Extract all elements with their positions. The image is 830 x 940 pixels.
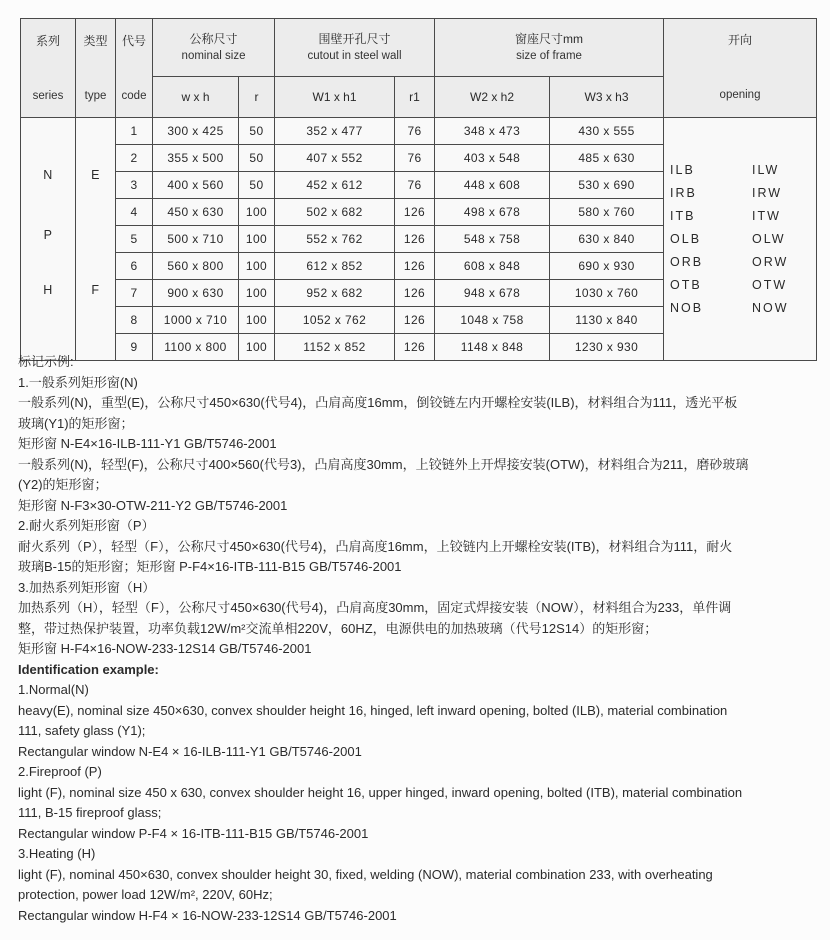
spec-table — [20, 18, 817, 361]
cell-r1: 126 — [395, 307, 435, 334]
notes-section — [18, 352, 822, 926]
subheader-w1h1: W1 x h1 — [275, 77, 395, 118]
series-value-p: P — [43, 228, 53, 242]
cell-w1h1: 502 x 682 — [275, 199, 395, 226]
cell-code: 8 — [116, 307, 153, 334]
note-line: Rectangular window N-E4 × 16-ILB-111-Y1 GB/T5746-2001 — [18, 743, 362, 759]
type-cell — [76, 118, 116, 361]
opening-code: ORB — [670, 254, 704, 269]
subheader-r: r — [239, 77, 275, 118]
cell-wxh: 1000 x 710 — [153, 307, 239, 334]
cell-r1: 76 — [395, 172, 435, 199]
frame-header-en: size of frame — [516, 50, 582, 62]
opening-code: ILW — [752, 162, 780, 177]
cell-code: 2 — [116, 145, 153, 172]
note-line: 1.一般系列矩形窗(N) — [18, 374, 138, 390]
cell-w3h3: 530 x 690 — [550, 172, 664, 199]
note-line: protection, power load 12W/m², 220V, 60Hz; — [18, 887, 273, 902]
opening-code: ITW — [752, 208, 781, 223]
cell-code: 6 — [116, 253, 153, 280]
cell-code: 4 — [116, 199, 153, 226]
note-line: 2.耐火系列矩形窗（P） — [18, 518, 155, 533]
col-header-series — [21, 19, 76, 118]
note-line: heavy(E), nominal size 450×630, convex shoulder height 16, hinged, left inward opening, bolted (ILB), material combination — [18, 702, 728, 718]
code-header-zh: 代号 — [121, 34, 146, 48]
cell-w3h3: 1130 x 840 — [550, 307, 664, 334]
note-line: 1.Normal(N) — [18, 682, 89, 697]
cell-wxh: 355 x 500 — [153, 145, 239, 172]
opening-cell — [664, 118, 817, 361]
opening-code: IRB — [670, 185, 697, 200]
note-line: 加热系列（H），轻型（F），公称尺寸450×630(代号4)，凸肩高度30mm，固定式焊接安装（NOW），材料组合为233，单件调 — [18, 600, 732, 615]
note-line: 玻璃(Y1)的矩形窗； — [18, 415, 134, 431]
opening-code: ORW — [752, 254, 789, 269]
opening-code: OTB — [670, 277, 702, 292]
opening-code: ILB — [670, 162, 695, 177]
cell-w3h3: 485 x 630 — [550, 145, 664, 172]
cell-w3h3: 630 x 840 — [550, 226, 664, 253]
note-line: 矩形窗 N-F3×30-OTW-211-Y2 GB/T5746-2001 — [18, 497, 288, 513]
cell-w1h1: 552 x 762 — [275, 226, 395, 253]
cell-w2h2: 403 x 548 — [435, 145, 550, 172]
opening-code: NOB — [670, 300, 704, 315]
col-header-opening — [664, 19, 817, 118]
opening-codes-row — [664, 251, 816, 274]
opening-code: OTW — [752, 277, 788, 292]
nominal-header-en: nominal size — [181, 50, 246, 62]
cell-w1h1: 352 x 477 — [275, 118, 395, 145]
note-line: 矩形窗 H-F4×16-NOW-233-12S14 GB/T5746-2001 — [18, 641, 312, 656]
cell-r: 100 — [239, 334, 275, 361]
cell-r: 100 — [239, 280, 275, 307]
cell-w2h2: 498 x 678 — [435, 199, 550, 226]
opening-code: OLB — [670, 231, 702, 246]
frame-header-zh: 窗座尺寸mm — [515, 31, 584, 46]
cell-w1h1: 452 x 612 — [275, 172, 395, 199]
opening-header-zh: 开向 — [728, 33, 753, 47]
cell-r1: 126 — [395, 199, 435, 226]
nominal-header-zh: 公称尺寸 — [189, 31, 238, 46]
table-row — [21, 118, 817, 145]
note-line: 111, B-15 fireproof glass; — [18, 805, 162, 820]
opening-header-en: opening — [719, 89, 761, 101]
cell-w1h1: 1152 x 852 — [275, 334, 395, 361]
opening-codes-row — [664, 159, 816, 182]
opening-codes-row — [664, 228, 816, 251]
subheader-w2h2: W2 x h2 — [435, 77, 550, 118]
note-line: 整，带过热保护装置，功率负载12W/m²交流单相220V，60HZ，电源供电的加热玻璃（代号12S14）的矩形窗； — [18, 620, 658, 636]
cell-w3h3: 1230 x 930 — [550, 334, 664, 361]
cell-r: 100 — [239, 226, 275, 253]
cell-r: 50 — [239, 118, 275, 145]
note-line: 耐火系列（P），轻型（F），公称尺寸450×630(代号4)，凸肩高度16mm，上铰链内上开螺栓安装(ITB)，材料组合为111，耐火 — [18, 538, 733, 554]
col-header-code — [116, 19, 153, 118]
cell-code: 9 — [116, 334, 153, 361]
series-value-n: N — [43, 168, 53, 182]
cell-r1: 126 — [395, 226, 435, 253]
opening-code: IRW — [752, 185, 783, 200]
cell-w3h3: 1030 x 760 — [550, 280, 664, 307]
note-line: light (F), nominal 450×630, convex shoulder height 30, fixed, welding (NOW), material combination 233, with overheating — [18, 866, 713, 882]
col-header-type — [76, 19, 116, 118]
series-header-en: series — [32, 90, 64, 102]
opening-code: OLW — [752, 231, 786, 246]
cell-w3h3: 690 x 930 — [550, 253, 664, 280]
opening-codes-row — [664, 205, 816, 228]
cell-w2h2: 1048 x 758 — [435, 307, 550, 334]
cutout-header-en: cutout in steel wall — [307, 50, 402, 62]
cell-w3h3: 430 x 555 — [550, 118, 664, 145]
cell-w2h2: 348 x 473 — [435, 118, 550, 145]
type-header-zh: 类型 — [83, 34, 108, 48]
opening-codes-row — [664, 182, 816, 205]
cell-w2h2: 548 x 758 — [435, 226, 550, 253]
cell-r: 100 — [239, 199, 275, 226]
cell-r: 50 — [239, 172, 275, 199]
cell-code: 7 — [116, 280, 153, 307]
subheader-wxh: w x h — [153, 77, 239, 118]
cell-w1h1: 407 x 552 — [275, 145, 395, 172]
cell-wxh: 500 x 710 — [153, 226, 239, 253]
cell-w3h3: 580 x 760 — [550, 199, 664, 226]
cell-wxh: 560 x 800 — [153, 253, 239, 280]
opening-codes-row — [664, 297, 816, 320]
col-header-cutout — [275, 19, 435, 77]
series-value-h: H — [43, 283, 53, 297]
cell-w2h2: 448 x 608 — [435, 172, 550, 199]
cell-r: 100 — [239, 307, 275, 334]
subheader-w3h3: W3 x h3 — [550, 77, 664, 118]
type-value-f: F — [91, 283, 100, 297]
col-header-frame-size — [435, 19, 664, 77]
cell-wxh: 400 x 560 — [153, 172, 239, 199]
cell-r1: 126 — [395, 334, 435, 361]
cell-r1: 76 — [395, 118, 435, 145]
note-line: 矩形窗 N-E4×16-ILB-111-Y1 GB/T5746-2001 — [18, 436, 277, 451]
cell-r: 50 — [239, 145, 275, 172]
note-line: 玻璃B-15的矩形窗；矩形窗 P-F4×16-ITB-111-B15 GB/T5746-2001 — [18, 559, 402, 574]
cutout-header-zh: 围壁开孔尺寸 — [318, 31, 391, 46]
cell-r1: 126 — [395, 253, 435, 280]
note-line: 3.加热系列矩形窗（H） — [18, 579, 156, 595]
note-line: light (F), nominal size 450 x 630, convex shoulder height 16, upper hinged, inward opening, bolted (ITB), material combination — [18, 784, 743, 800]
note-line: Rectangular window H-F4 × 16-NOW-233-12S14 GB/T5746-2001 — [18, 907, 397, 923]
opening-code: ITB — [670, 208, 696, 223]
series-cell — [21, 118, 76, 361]
note-line: Rectangular window P-F4 × 16-ITB-111-B15 GB/T5746-2001 — [18, 825, 369, 841]
note-line: 一般系列(N)，轻型(F)，公称尺寸400×560(代号3)，凸肩高度30mm，上铰链外上开焊接安装(OTW)，材料组合为211，磨砂玻璃 — [18, 456, 749, 472]
cell-wxh: 450 x 630 — [153, 199, 239, 226]
series-header-zh: 系列 — [35, 34, 60, 48]
note-line: (Y2)的矩形窗； — [18, 477, 108, 492]
cell-w2h2: 1148 x 848 — [435, 334, 550, 361]
note-line: 3.Heating (H) — [18, 846, 96, 861]
note-line: 一般系列(N)，重型(E)，公称尺寸450×630(代号4)，凸肩高度16mm，倒铰链左内开螺栓安装(ILB)，材料组合为111，透光平板 — [18, 395, 738, 410]
cell-w2h2: 608 x 848 — [435, 253, 550, 280]
type-header-en: type — [84, 90, 107, 102]
cell-w1h1: 1052 x 762 — [275, 307, 395, 334]
cell-code: 5 — [116, 226, 153, 253]
cell-code: 1 — [116, 118, 153, 145]
type-value-e: E — [91, 168, 100, 182]
cell-w2h2: 948 x 678 — [435, 280, 550, 307]
note-line-identification-example-title: Identification example: — [18, 661, 159, 677]
cell-code: 3 — [116, 172, 153, 199]
col-header-nominal-size — [153, 19, 275, 77]
cell-r1: 126 — [395, 280, 435, 307]
cell-wxh: 1100 x 800 — [153, 334, 239, 361]
cell-w1h1: 612 x 852 — [275, 253, 395, 280]
code-header-en: code — [121, 90, 147, 102]
cell-wxh: 300 x 425 — [153, 118, 239, 145]
cell-r: 100 — [239, 253, 275, 280]
note-line: 2.Fireproof (P) — [18, 764, 102, 779]
cell-wxh: 900 x 630 — [153, 280, 239, 307]
opening-code: NOW — [752, 300, 789, 315]
note-line-marking-example-title: 标记示例: — [18, 354, 74, 369]
cell-r1: 76 — [395, 145, 435, 172]
opening-codes-row — [664, 274, 816, 297]
cell-w1h1: 952 x 682 — [275, 280, 395, 307]
subheader-r1: r1 — [395, 77, 435, 118]
note-line: 111, safety glass (Y1); — [18, 723, 146, 738]
